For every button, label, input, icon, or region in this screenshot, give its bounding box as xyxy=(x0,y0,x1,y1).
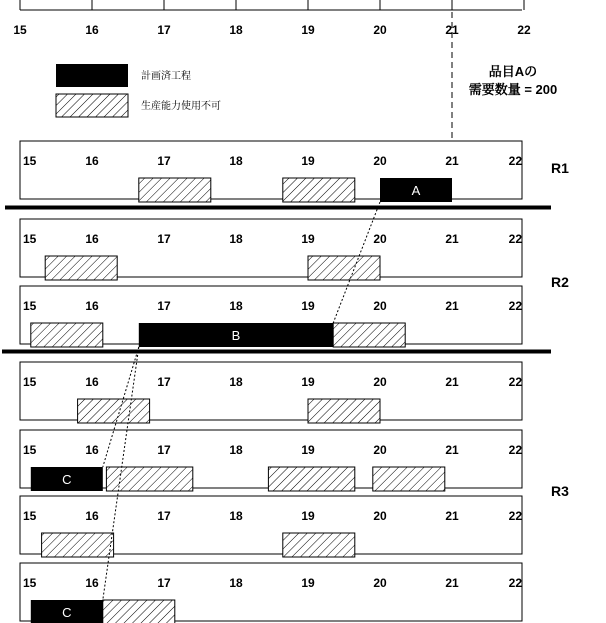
legend xyxy=(56,64,221,117)
demand-annotation xyxy=(452,12,557,141)
panel-r3-2 xyxy=(20,430,522,491)
unavailable-block xyxy=(106,467,192,491)
panel-tick-label: 16 xyxy=(85,232,99,246)
top-axis xyxy=(13,0,531,37)
panel-tick-label: 17 xyxy=(157,154,171,168)
panel-tick-label: 20 xyxy=(373,509,387,523)
top-axis-tick-label: 16 xyxy=(85,23,99,37)
panel-r2-1 xyxy=(20,219,522,280)
panel-tick-label: 16 xyxy=(85,375,99,389)
panel-tick-label: 19 xyxy=(301,299,315,313)
panel-tick-label: 22 xyxy=(508,509,522,523)
top-axis-tick-label: 17 xyxy=(157,23,171,37)
panel-r3-3 xyxy=(20,496,522,557)
panel-tick-label: 22 xyxy=(508,299,522,313)
planned-operation-label: B xyxy=(231,328,241,343)
resource-panels xyxy=(20,141,522,623)
top-axis-tick-label: 22 xyxy=(517,23,531,37)
panel-tick-label: 16 xyxy=(85,154,99,168)
panel-tick-label: 15 xyxy=(23,509,37,523)
panel-tick-label: 19 xyxy=(301,232,315,246)
top-axis-tick-label: 20 xyxy=(373,23,387,37)
demand-line-2: 需要数量 = 200 xyxy=(468,82,558,97)
panel-tick-label: 18 xyxy=(229,576,243,590)
panel-tick-label: 18 xyxy=(229,154,243,168)
unavailable-block xyxy=(31,323,103,347)
panel-tick-label: 19 xyxy=(301,509,315,523)
panel-tick-label: 21 xyxy=(445,299,459,313)
top-axis-ticks xyxy=(13,0,531,37)
resource-label-r3: R3 xyxy=(551,483,569,499)
demand-line-1: 品目Aの xyxy=(488,64,538,79)
unavailable-block xyxy=(283,178,355,202)
panel-tick-label: 21 xyxy=(445,375,459,389)
panel-tick-label: 16 xyxy=(85,299,99,313)
panel-tick-label: 15 xyxy=(23,154,37,168)
panel-tick-label: 21 xyxy=(445,154,459,168)
panel-tick-label: 17 xyxy=(157,232,171,246)
resource-label-r2: R2 xyxy=(551,274,569,290)
panel-r2-2 xyxy=(20,286,522,347)
panel-tick-label: 18 xyxy=(229,299,243,313)
panel-tick-label: 16 xyxy=(85,443,99,457)
panel-tick-label: 19 xyxy=(301,443,315,457)
unavailable-block xyxy=(268,467,354,491)
panel-tick-label: 22 xyxy=(508,232,522,246)
legend-planned-label: 計画済工程 xyxy=(141,71,191,82)
panel-tick-label: 21 xyxy=(445,509,459,523)
panel-tick-label: 15 xyxy=(23,375,37,389)
unavailable-block xyxy=(139,178,211,202)
panel-tick-label: 20 xyxy=(373,375,387,389)
top-axis-tick-label: 15 xyxy=(13,23,27,37)
legend-planned-swatch xyxy=(56,64,128,87)
panel-tick-label: 19 xyxy=(301,375,315,389)
panel-tick-label: 15 xyxy=(23,232,37,246)
panel-tick-label: 21 xyxy=(445,443,459,457)
panel-tick-label: 18 xyxy=(229,232,243,246)
panel-tick-label: 16 xyxy=(85,509,99,523)
panel-tick-label: 18 xyxy=(229,375,243,389)
panel-tick-label: 16 xyxy=(85,576,99,590)
unavailable-block xyxy=(42,533,114,557)
panel-tick-label: 19 xyxy=(301,576,315,590)
panel-tick-label: 22 xyxy=(508,375,522,389)
panel-tick-label: 22 xyxy=(508,576,522,590)
unavailable-block xyxy=(308,256,380,280)
panel-tick-label: 19 xyxy=(301,154,315,168)
panel-tick-label: 17 xyxy=(157,443,171,457)
planned-operation-label: C xyxy=(62,605,72,620)
panel-r3-1 xyxy=(20,362,522,423)
panel-tick-label: 21 xyxy=(445,232,459,246)
top-axis-tick-label: 21 xyxy=(445,23,459,37)
unavailable-block xyxy=(308,399,380,423)
panel-tick-label: 15 xyxy=(23,443,37,457)
unavailable-block xyxy=(333,323,405,347)
panel-tick-label: 22 xyxy=(508,443,522,457)
panel-tick-label: 17 xyxy=(157,576,171,590)
panel-tick-label: 15 xyxy=(23,299,37,313)
panel-r1-1 xyxy=(20,141,522,202)
panel-tick-label: 18 xyxy=(229,443,243,457)
top-axis-tick-label: 19 xyxy=(301,23,315,37)
panel-tick-label: 20 xyxy=(373,154,387,168)
panel-tick-label: 15 xyxy=(23,576,37,590)
unavailable-block xyxy=(78,399,150,423)
panel-tick-label: 21 xyxy=(445,576,459,590)
unavailable-block xyxy=(373,467,445,491)
panel-tick-label: 18 xyxy=(229,509,243,523)
panel-tick-label: 20 xyxy=(373,299,387,313)
panel-tick-label: 22 xyxy=(508,154,522,168)
planned-operation-label: C xyxy=(62,472,72,487)
unavailable-block xyxy=(283,533,355,557)
unavailable-block xyxy=(45,256,117,280)
top-axis-tick-label: 18 xyxy=(229,23,243,37)
unavailable-block xyxy=(103,600,175,623)
legend-unavailable-label: 生産能力使用不可 xyxy=(141,101,221,112)
panel-tick-label: 20 xyxy=(373,576,387,590)
panel-tick-label: 20 xyxy=(373,232,387,246)
panel-tick-label: 17 xyxy=(157,509,171,523)
resource-label-r1: R1 xyxy=(551,160,569,176)
panel-tick-label: 17 xyxy=(157,375,171,389)
panel-tick-label: 17 xyxy=(157,299,171,313)
panel-tick-label: 20 xyxy=(373,443,387,457)
planned-operation-label: A xyxy=(411,183,421,198)
legend-unavailable-swatch xyxy=(56,94,128,117)
panel-r3-4 xyxy=(20,563,522,623)
